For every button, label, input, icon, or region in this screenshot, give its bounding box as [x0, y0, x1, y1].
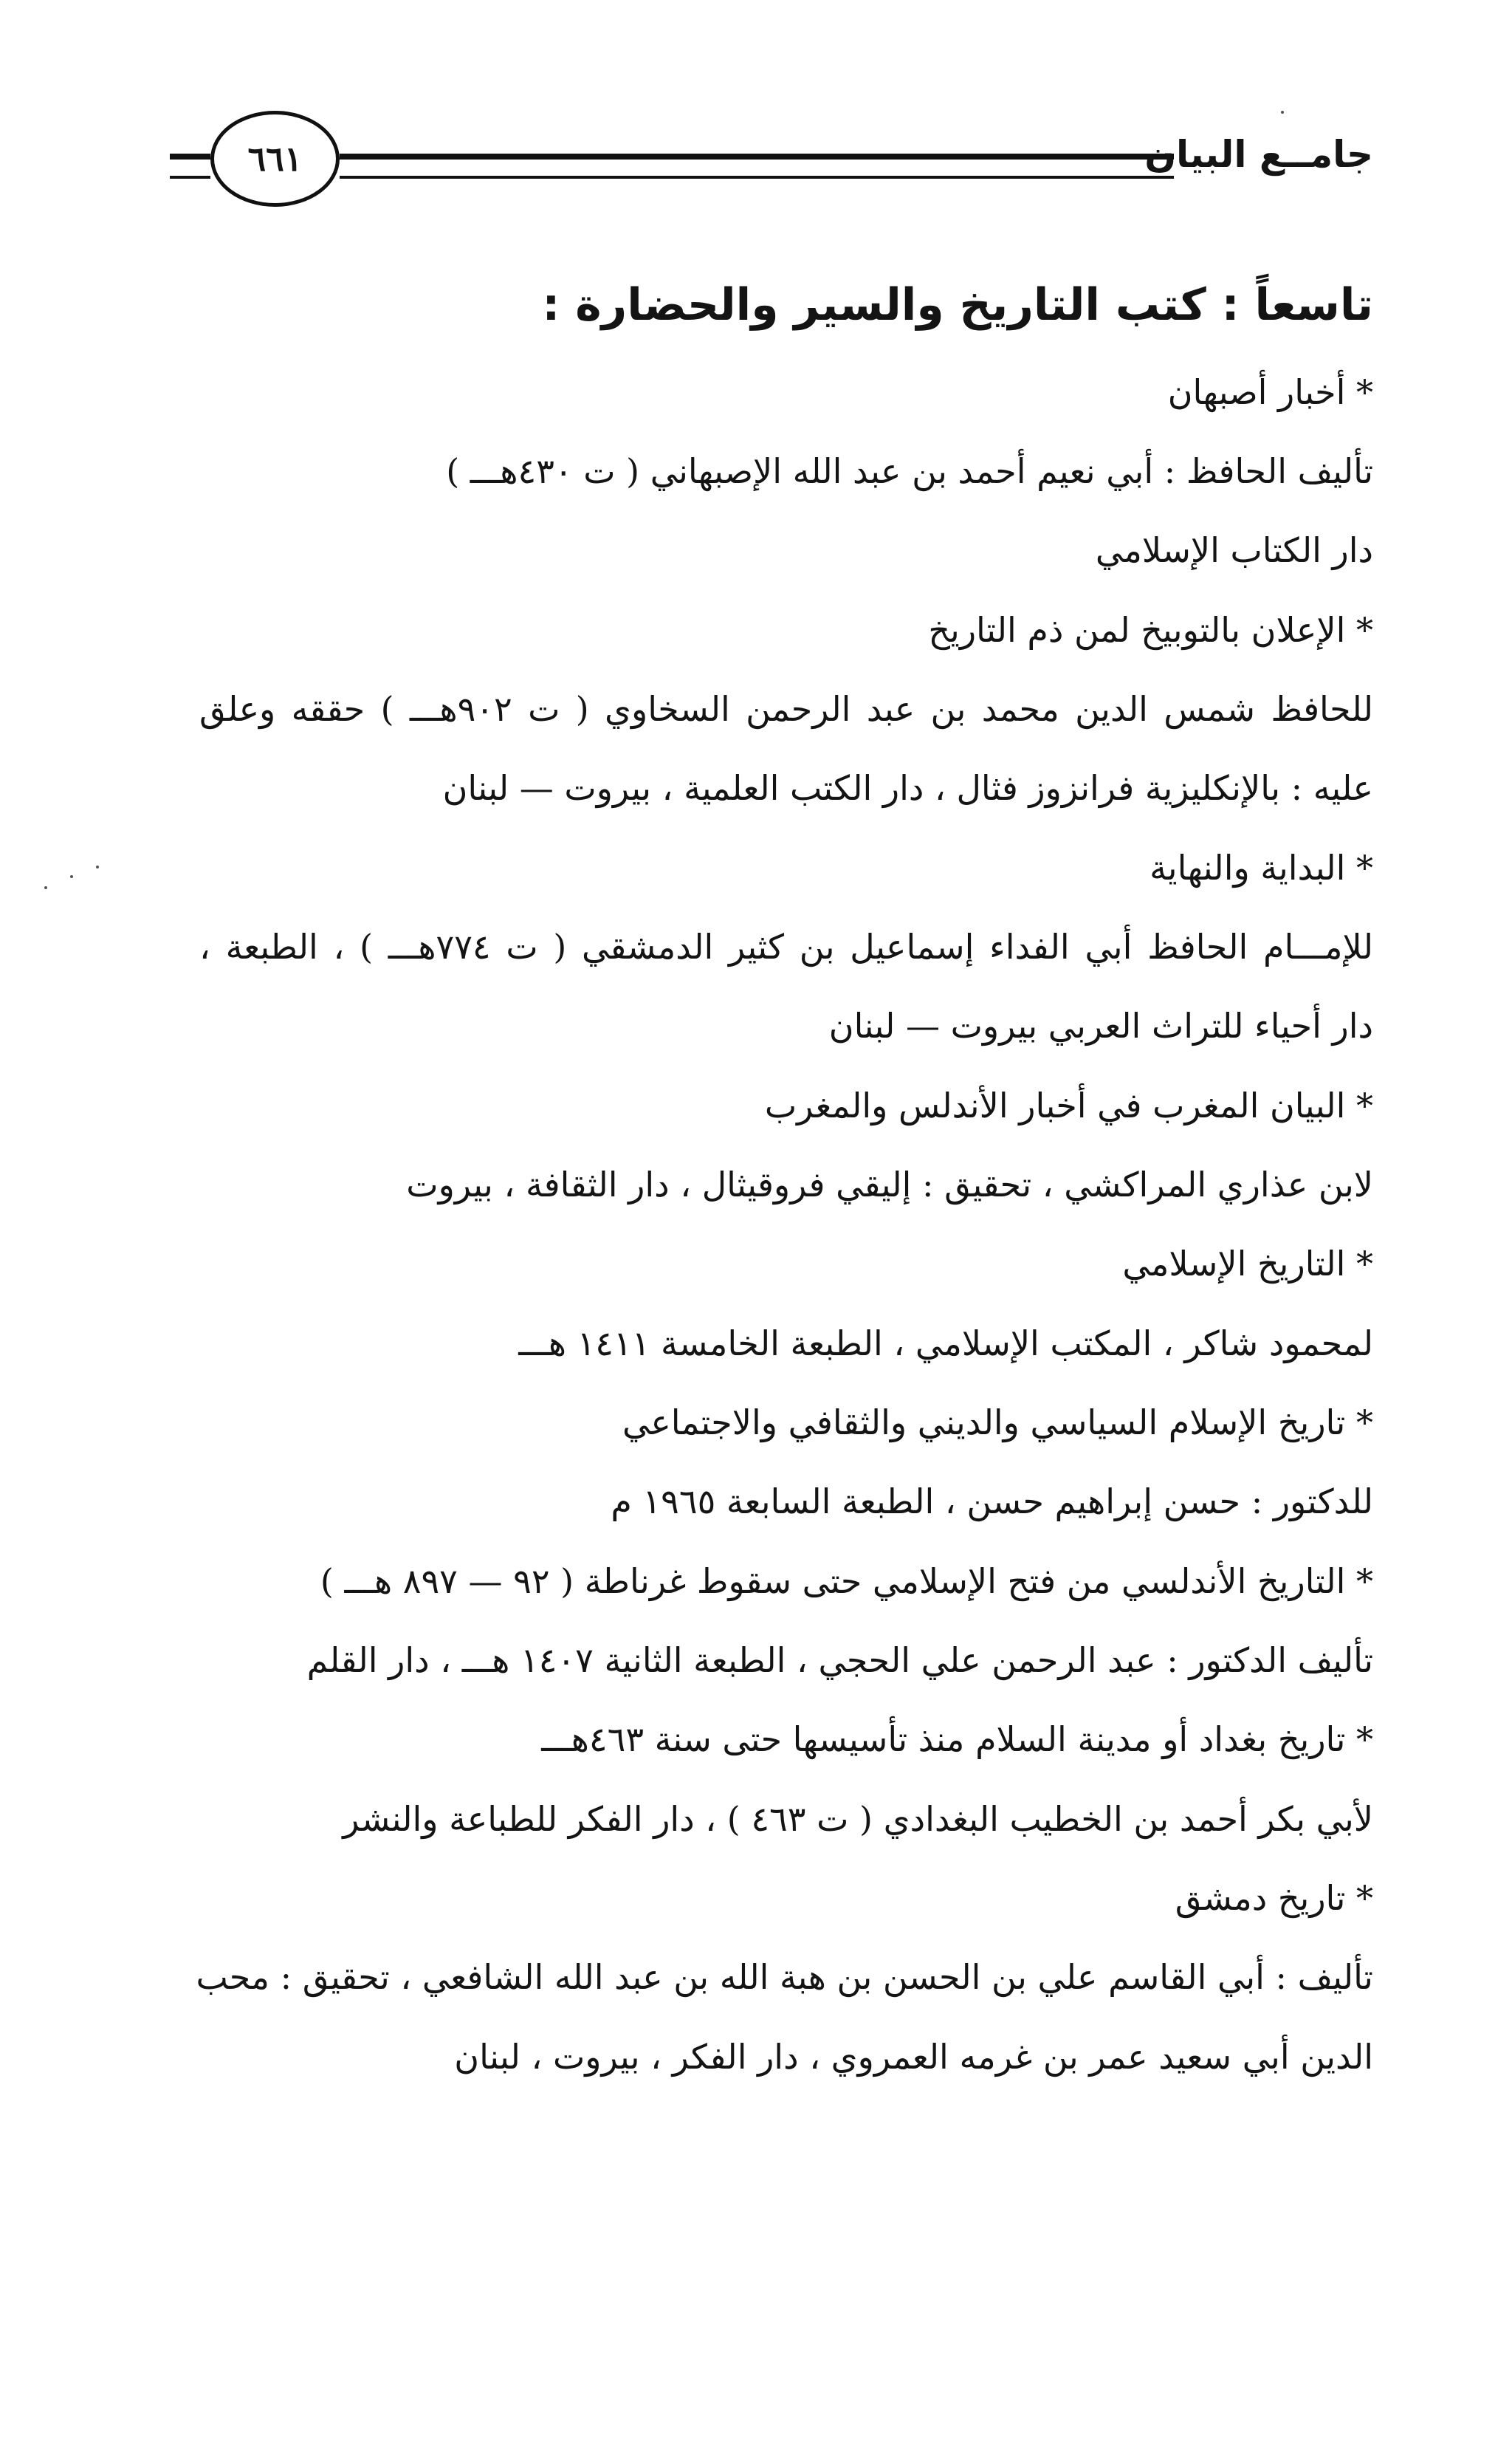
header-rule	[340, 154, 1174, 179]
entry-detail: تأليف الدكتور : عبد الرحمن علي الحجي ، الطبعة الثانية ١٤٠٧ هـــ ، دار القلم	[306, 1640, 1373, 1680]
entry-title: * البيان المغرب في أخبار الأندلس والمغرب	[764, 1086, 1373, 1125]
entry-detail: للإمـــام الحافظ أبي الفداء إسماعيل بن كثير الدمشقي ( ت ٧٧٤هـــ ) ، الطبعة ،	[199, 927, 1373, 967]
running-header	[170, 111, 1373, 222]
entry-detail: لمحمود شاكر ، المكتب الإسلامي ، الطبعة الخامسة ١٤١١ هـــ	[518, 1323, 1373, 1363]
entry-detail: دار أحياء للتراث العربي بيروت — لبنان	[828, 1006, 1373, 1046]
header-rule-left	[170, 154, 210, 179]
entry-detail: تأليف الحافظ : أبي نعيم أحمد بن عبد الله الإصبهاني ( ت ٤٣٠هـــ )	[446, 451, 1373, 491]
scan-speck	[1281, 111, 1284, 114]
entry-title: * تاريخ الإسلام السياسي والديني والثقافي والاجتماعي	[622, 1402, 1373, 1442]
entry-title: * تاريخ بغداد أو مدينة السلام منذ تأسيسها حتى سنة ٤٦٣هـــ	[541, 1719, 1373, 1759]
entry-detail: تأليف : أبي القاسم علي بن الحسن بن هبة الله بن عبد الله الشافعي ، تحقيق : محب	[196, 1957, 1373, 1997]
entry-title: * أخبار أصبهان	[1167, 372, 1373, 412]
entry-title: * تاريخ دمشق	[1175, 1878, 1373, 1918]
entry-title: * الإعلان بالتوبيخ لمن ذم التاريخ	[928, 610, 1373, 650]
scan-speck	[96, 866, 99, 868]
entry-detail: عليه : بالإنكليزية فرانزوز فثال ، دار الكتب العلمية ، بيروت — لبنان	[442, 768, 1373, 808]
entry-title: * التاريخ الأندلسي من فتح الإسلامي حتى سقوط غرناطة ( ٩٢ — ٨٩٧ هـــ )	[320, 1561, 1373, 1601]
entry-detail: للحافظ شمس الدين محمد بن عبد الرحمن السخاوي ( ت ٩٠٢هـــ ) حققه وعلق	[199, 689, 1374, 729]
entry-title: * البداية والنهاية	[1150, 848, 1373, 888]
entry-detail: لأبي بكر أحمد بن الخطيب البغدادي ( ت ٤٦٣ ) ، دار الفكر للطباعة والنشر	[343, 1799, 1373, 1839]
running-title: جامــع البيان	[1144, 133, 1373, 176]
entry-detail: دار الكتاب الإسلامي	[1095, 530, 1373, 570]
entry-title: * التاريخ الإسلامي	[1122, 1244, 1373, 1284]
entry-detail: لابن عذاري المراكشي ، تحقيق : إليقي فروقيثال ، دار الثقافة ، بيروت	[406, 1165, 1373, 1205]
scan-speck	[44, 886, 47, 889]
page-number: ٦٦١	[210, 111, 340, 207]
entry-detail: الدين أبي سعيد عمر بن غرمه العمروي ، دار الفكر ، بيروت ، لبنان	[454, 2037, 1373, 2077]
entry-detail: للدكتور : حسن إبراهيم حسن ، الطبعة السابعة ١٩٦٥ م	[611, 1481, 1373, 1521]
scan-speck	[70, 875, 73, 878]
section-heading: تاسعاً : كتب التاريخ والسير والحضارة :	[542, 279, 1373, 331]
